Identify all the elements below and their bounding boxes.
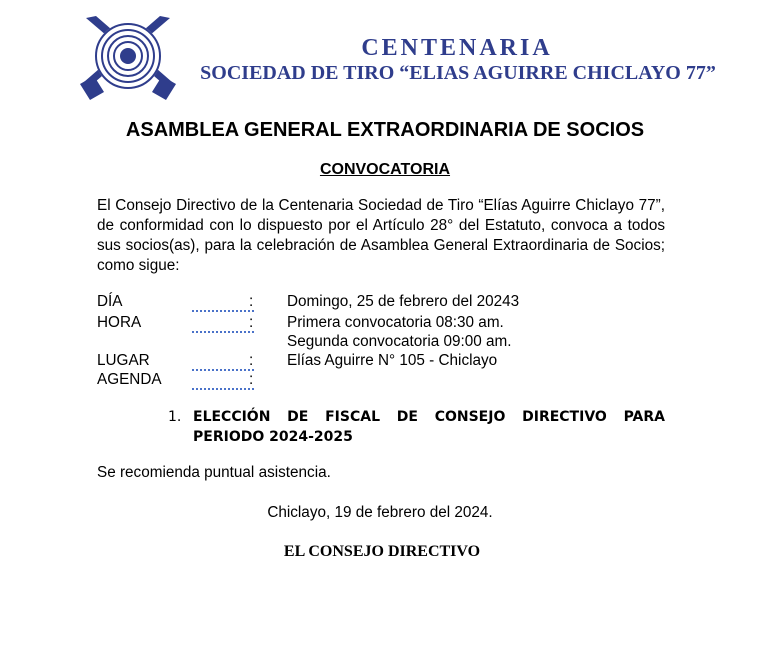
- separator: :: [249, 371, 254, 388]
- detail-row-place: [97, 351, 677, 371]
- dotted-leader: [192, 370, 254, 390]
- separator: :: [249, 352, 254, 369]
- closing-note: Se recomienda puntual asistencia.: [97, 464, 331, 481]
- intro-paragraph: El Consejo Directivo de la Centenaria Sociedad de Tiro “Elías Aguirre Chiclayo 77”, de conformidad con lo dispuesto por el Artículo 28° del Estatuto, convoca a todos sus socios(as), para la celebración de Asamblea General Extraordinaria de Socios; como sigue:: [97, 197, 665, 274]
- document-subtitle: CONVOCATORIA: [319, 161, 451, 178]
- dotted-leader: [192, 292, 254, 312]
- detail-row-day: [97, 292, 677, 312]
- dotted-leader: [192, 313, 254, 333]
- detail-row-agenda: [97, 370, 677, 390]
- time-value-second: Segunda convocatoria 09:00 am.: [287, 333, 512, 350]
- letterhead: [0, 0, 770, 110]
- document-title: ASAMBLEA GENERAL EXTRAORDINARIA DE SOCIOS: [125, 119, 645, 141]
- place-and-date: Chiclayo, 19 de febrero del 2024.: [267, 504, 493, 521]
- detail-row-time: [97, 313, 677, 333]
- detail-row-time-second: [97, 332, 677, 352]
- target-rifles-logo-icon: [76, 16, 180, 102]
- day-value: Domingo, 25 de febrero del 20243: [287, 293, 520, 310]
- agenda-label: AGENDA: [97, 371, 162, 388]
- separator: :: [249, 314, 254, 331]
- agenda-item-number: 1.: [168, 409, 182, 425]
- place-label: LUGAR: [97, 352, 150, 369]
- dotted-leader: [192, 351, 254, 371]
- signature: EL CONSEJO DIRECTIVO: [283, 543, 481, 560]
- brand-subtitle: SOCIEDAD DE TIRO “ELIAS AGUIRRE CHICLAYO 77”: [200, 62, 716, 84]
- time-value-first: Primera convocatoria 08:30 am.: [287, 314, 504, 331]
- separator: :: [249, 293, 254, 310]
- day-label: DÍA: [97, 293, 123, 310]
- brand-title: CENTENARIA: [361, 35, 553, 61]
- time-label: HORA: [97, 314, 142, 331]
- agenda-item-text: ELECCIÓN DE FISCAL DE CONSEJO DIRECTIVO PARA PERIODO 2024-2025: [193, 409, 665, 445]
- place-value: Elías Aguirre N° 105 - Chiclayo: [287, 352, 498, 369]
